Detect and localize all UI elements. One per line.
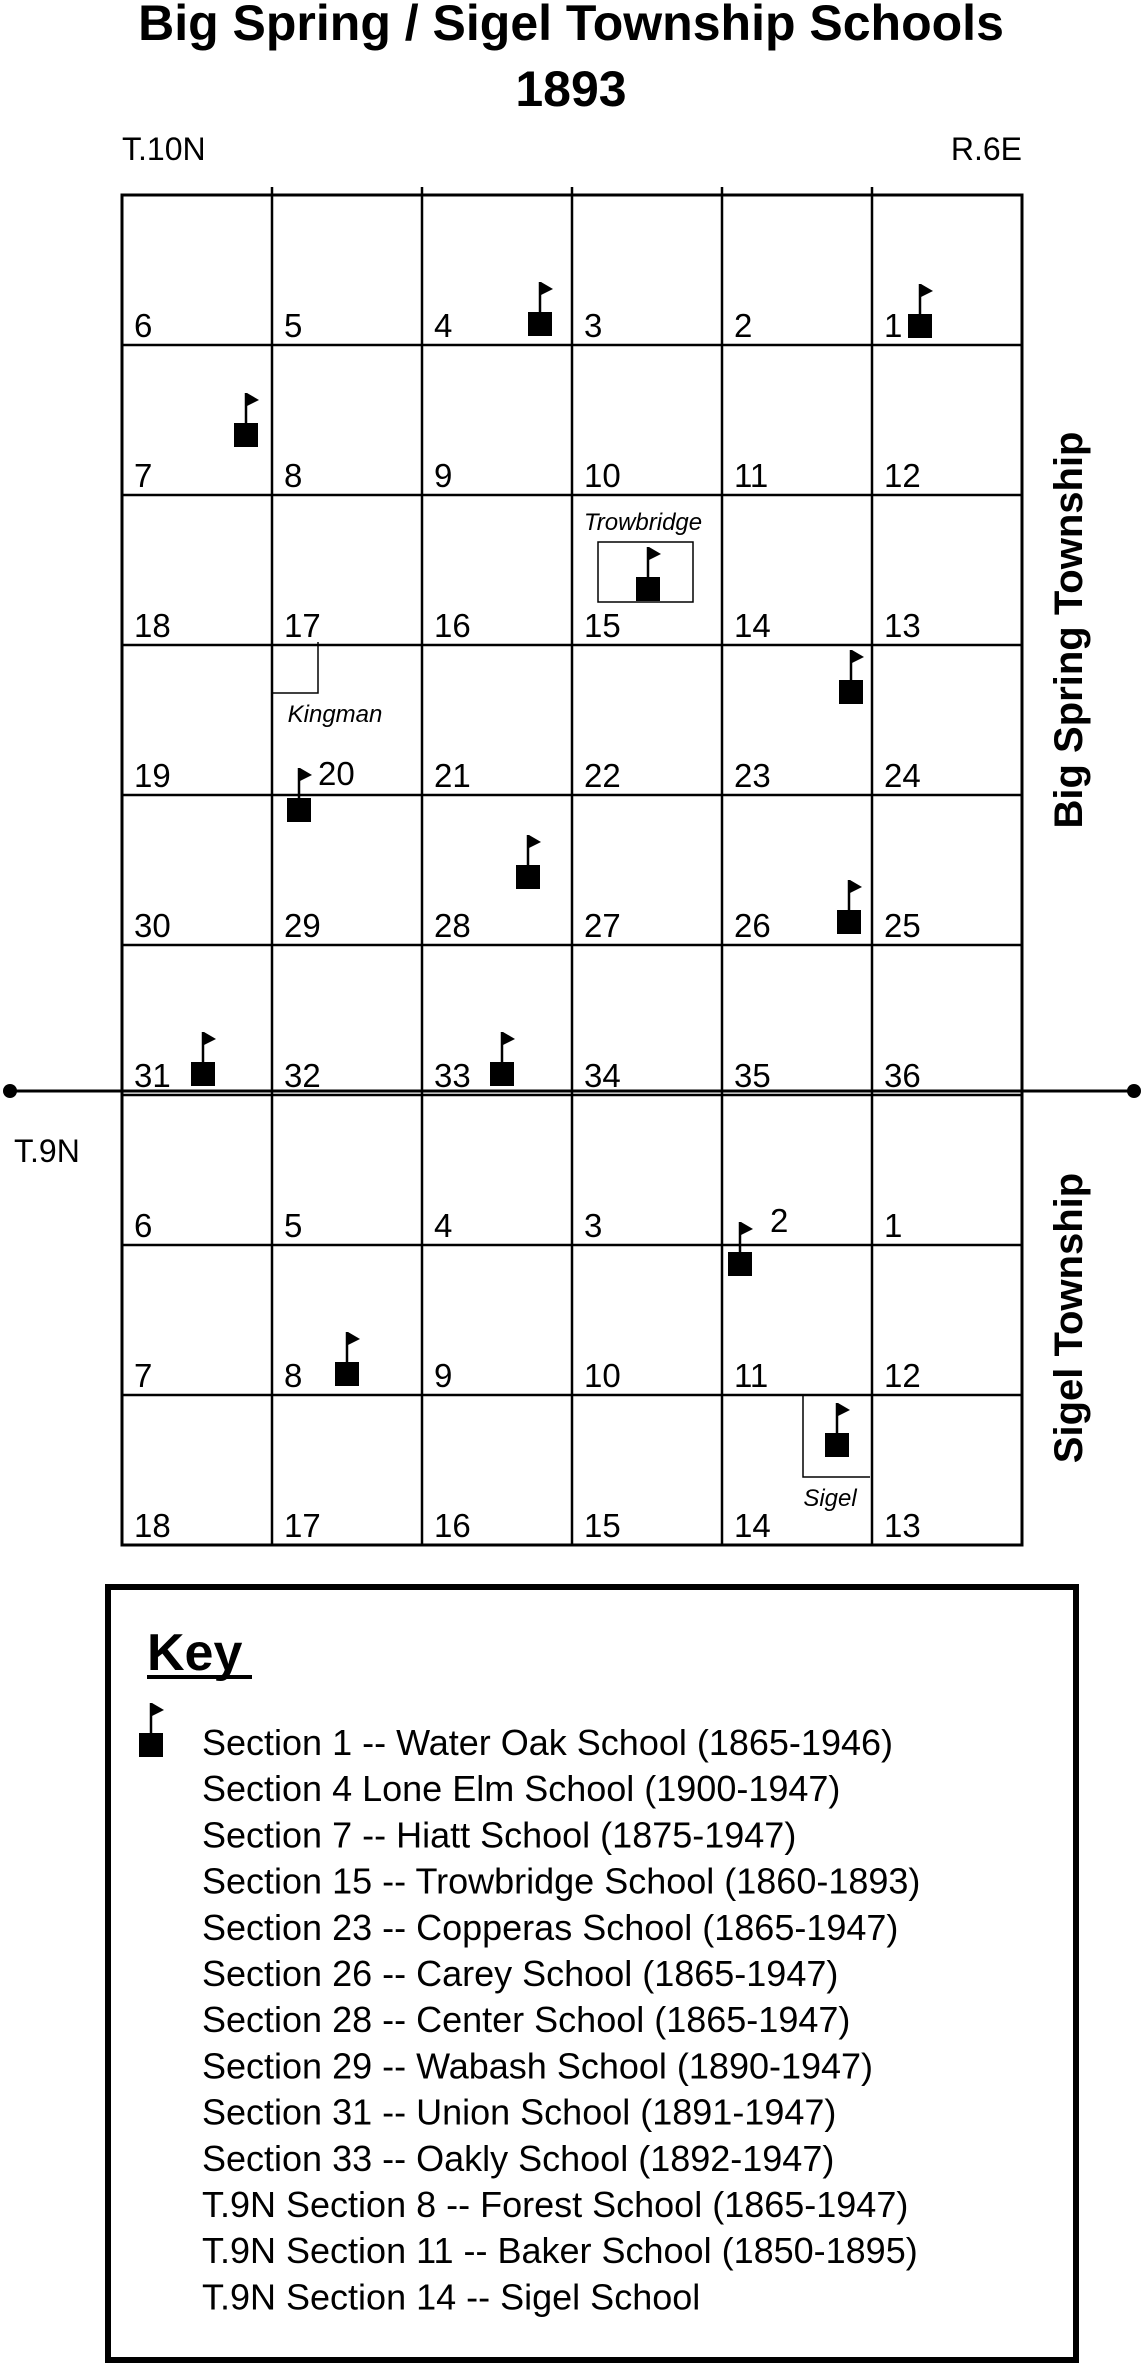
section-number: 3 xyxy=(584,307,603,344)
key-entry: Section 23 -- Copperas School (1865-1947) xyxy=(202,1906,899,1948)
key-entry: Section 4 Lone Elm School (1900-1947) xyxy=(202,1768,841,1810)
section-number: 14 xyxy=(734,607,771,644)
key-entry: Section 33 -- Oakly School (1892-1947) xyxy=(202,2137,835,2179)
section-number: 7 xyxy=(134,457,153,494)
school-flag-icon xyxy=(335,1332,360,1386)
kingman-label: Kingman xyxy=(287,701,383,728)
school-flag-icon xyxy=(516,835,541,889)
section-number: 13 xyxy=(884,1507,921,1544)
school-flag-icon xyxy=(490,1032,515,1086)
key-entry: Section 29 -- Wabash School (1890-1947) xyxy=(202,2045,874,2087)
section-grid xyxy=(122,187,1022,1545)
trowbridge-label: Trowbridge xyxy=(583,509,703,536)
section-number: 11 xyxy=(734,457,769,494)
school-flag-icon xyxy=(837,880,862,934)
section-number: 4 xyxy=(434,1207,453,1244)
range-label: R.6E xyxy=(950,131,1022,167)
section-number: 1 xyxy=(884,1207,903,1244)
key-entry: T.9N Section 8 -- Forest School (1865-1947) xyxy=(202,2184,909,2225)
section-number: 1 xyxy=(884,307,903,344)
section-number-labels xyxy=(134,307,921,1544)
section-number: 6 xyxy=(134,1207,153,1244)
section-number: 17 xyxy=(284,607,321,644)
key-heading: Key xyxy=(147,1624,243,1682)
section-number: 21 xyxy=(434,757,471,794)
section-number: 7 xyxy=(134,1357,153,1394)
section-number: 22 xyxy=(584,757,621,794)
section-number: 32 xyxy=(284,1057,321,1094)
key-entry: T.9N Section 11 -- Baker School (1850-1895) xyxy=(202,2230,918,2272)
section-number: 28 xyxy=(434,907,471,944)
section-number: 12 xyxy=(884,1357,921,1394)
school-flag-icon xyxy=(908,284,933,338)
section-number: 34 xyxy=(584,1057,621,1094)
township-north-label: T.10N xyxy=(122,131,206,167)
section-number: 5 xyxy=(284,1207,303,1244)
school-flag-icon xyxy=(528,282,553,336)
section-number: 23 xyxy=(734,757,771,794)
map-year: 1893 xyxy=(515,61,627,117)
section-number: 18 xyxy=(134,607,171,644)
section-number: 9 xyxy=(434,1357,453,1394)
section-number: 3 xyxy=(584,1207,603,1244)
section-number: 5 xyxy=(284,307,303,344)
section-number: 10 xyxy=(584,457,621,494)
section-number: 25 xyxy=(884,907,921,944)
map-title: Big Spring / Sigel Township Schools xyxy=(138,0,1004,51)
section-number: 8 xyxy=(284,1357,303,1394)
section-number: 16 xyxy=(434,1507,471,1544)
key-entries xyxy=(202,1722,920,2317)
section-number: 14 xyxy=(734,1507,771,1544)
sigel-label: Sigel xyxy=(803,1485,857,1512)
kingman-town-box xyxy=(272,642,318,693)
section-number: 29 xyxy=(284,907,321,944)
key-entry: Section 7 -- Hiatt School (1875-1947) xyxy=(202,1814,797,1856)
section-number: 35 xyxy=(734,1057,771,1094)
boundary-endpoint-west xyxy=(3,1084,17,1098)
section-number: 30 xyxy=(134,907,171,944)
key-entry: Section 31 -- Union School (1891-1947) xyxy=(202,2091,837,2133)
section-number: 12 xyxy=(884,457,921,494)
section-number: 15 xyxy=(584,607,621,644)
township-south-label: T.9N xyxy=(14,1133,80,1169)
section-number: 20 xyxy=(318,755,355,792)
section-number: 18 xyxy=(134,1507,171,1544)
school-flag-icon xyxy=(839,650,864,704)
section-number: 13 xyxy=(884,607,921,644)
section-number: 24 xyxy=(884,757,921,794)
section-number: 8 xyxy=(284,457,303,494)
section-number: 6 xyxy=(134,307,153,344)
section-number: 27 xyxy=(584,907,621,944)
section-number: 17 xyxy=(284,1507,321,1544)
section-number: 19 xyxy=(134,757,171,794)
section-number: 2 xyxy=(734,307,753,344)
school-flag-icon xyxy=(139,1703,164,1757)
key-entry: Section 1 -- Water Oak School (1865-1946) xyxy=(202,1722,893,1763)
school-flag-icon xyxy=(234,393,259,447)
section-number: 26 xyxy=(734,907,771,944)
section-number: 4 xyxy=(434,307,453,344)
big-spring-township-label: Big Spring Township xyxy=(1047,431,1091,829)
school-flag-icon xyxy=(191,1032,216,1086)
section-number: 16 xyxy=(434,607,471,644)
sigel-township-label: Sigel Township xyxy=(1047,1172,1091,1464)
school-flag-icon xyxy=(636,547,661,601)
key-entry: Section 15 -- Trowbridge School (1860-1893) xyxy=(202,1860,921,1902)
key-entry: T.9N Section 14 -- Sigel School xyxy=(202,2276,701,2318)
key-entry: Section 26 -- Carey School (1865-1947) xyxy=(202,1953,839,1994)
section-number: 9 xyxy=(434,457,453,494)
school-flag-icon xyxy=(728,1222,753,1276)
section-number: 15 xyxy=(584,1507,621,1544)
section-number: 2 xyxy=(770,1202,789,1239)
section-number: 36 xyxy=(884,1057,921,1094)
section-number: 31 xyxy=(134,1057,171,1094)
section-number: 33 xyxy=(434,1057,471,1094)
boundary-endpoint-east xyxy=(1127,1084,1141,1098)
school-flag-icon xyxy=(825,1403,850,1457)
key-entry: Section 28 -- Center School (1865-1947) xyxy=(202,1999,851,2041)
section-number: 10 xyxy=(584,1357,621,1394)
section-number: 11 xyxy=(734,1357,769,1394)
